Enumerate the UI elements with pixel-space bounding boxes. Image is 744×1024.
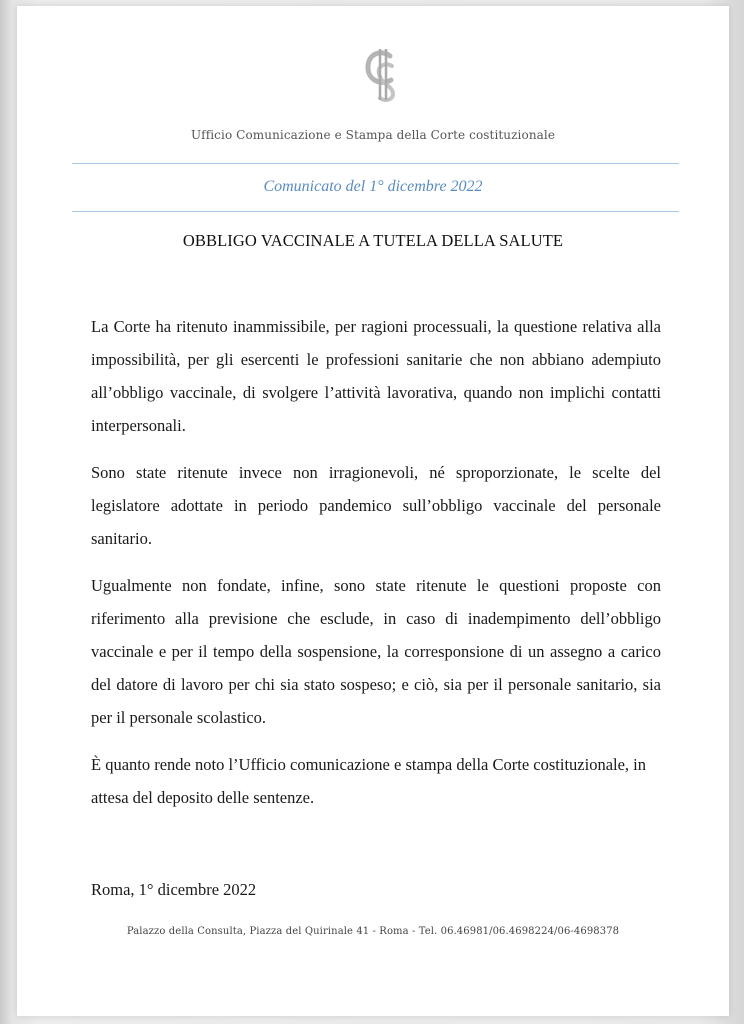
header-divider-top (72, 163, 679, 164)
document-title: OBBLIGO VACCINALE A TUTELA DELLA SALUTE (182, 231, 564, 250)
body-paragraph: La Corte ha ritenuto inammissibile, per ragioni processuali, la questione relativa alla impossibilità, per gli esercenti le professioni sanitarie che non abbiano adempiuto all’obbligo vaccinale, di svolgere l’attività lavorativa, quando non implichi contatti interpersonali. (91, 317, 661, 435)
document-body (91, 310, 661, 828)
body-paragraph: Ugualmente non fondate, infine, sono state ritenute le questioni proposte con riferimento alla previsione che esclude, in caso di inadempimento dell’obbligo vaccinale e per il tempo della sospensione, la corresponsione di un assegno a carico del datore di lavoro per chi sia stato sospeso; e ciò, sia per il personale sanitario, sia per il personale scolastico. (91, 576, 661, 727)
place-and-date: Roma, 1° dicembre 2022 (91, 880, 257, 899)
corte-logo-icon (361, 46, 401, 104)
office-heading: Ufficio Comunicazione e Stampa della Corte costituzionale (190, 128, 556, 142)
body-paragraph: Sono state ritenute invece non irragionevoli, né sproporzionate, le scelte del legislatore adottate in periodo pandemico sull’obbligo vaccinale del personale sanitario. (91, 463, 661, 548)
header-divider-bottom (72, 211, 679, 212)
communique-date: Comunicato del 1° dicembre 2022 (263, 178, 483, 195)
document-page (17, 6, 729, 1016)
footer-address: Palazzo della Consulta, Piazza del Quirinale 41 - Roma - Tel. 06.46981/06.4698224/06-4698378 (126, 926, 620, 937)
body-paragraph: È quanto rende noto l’Ufficio comunicazione e stampa della Corte costituzionale, in attesa del deposito delle sentenze. (91, 755, 647, 807)
